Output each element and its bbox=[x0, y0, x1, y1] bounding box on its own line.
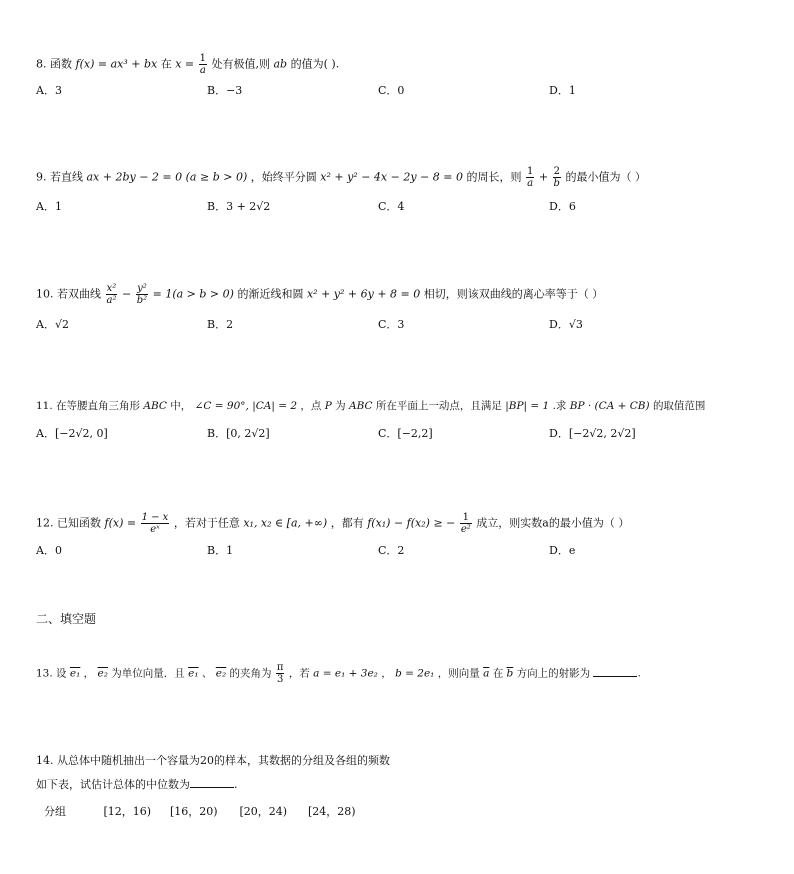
q9-option-d: D．6 bbox=[549, 200, 576, 213]
q8-option-c: C．0 bbox=[378, 84, 405, 97]
fraction-pi-over-3: $\frac{\pi}{3}$ bbox=[276, 662, 284, 685]
fraction-x2-over-a2: $\frac{\text{x²}}{\text{a²}}$ bbox=[106, 283, 117, 306]
q10-option-b: B．2 bbox=[207, 318, 234, 331]
fraction-1-over-e2: $\frac{1}{\text{e²}}$ bbox=[460, 512, 471, 535]
table-cell: 分组 bbox=[44, 805, 66, 818]
q10-option-c: C．3 bbox=[378, 318, 405, 331]
q9-option-b: B．3 + 2√2 bbox=[207, 200, 271, 213]
q8-option-a: A．3 bbox=[36, 84, 62, 97]
fraction-1-minus-x-over-ex: $\frac{1 - x}{\text{eˣ}}$ bbox=[141, 512, 169, 535]
q9-option-c: C．4 bbox=[378, 200, 405, 213]
question-8-stem: 8. 函数 f(x) = ax³ + bx 在 x = $\frac{1}{a}$ 处有极值,则 ab 的值为( ). bbox=[36, 53, 340, 76]
fraction-2-over-b: $\frac{2}{b}$ bbox=[553, 166, 560, 189]
fraction-1-over-a: $\frac{1}{a}$ bbox=[199, 53, 206, 76]
question-12-stem: 12. 已知函数 f(x) = $\frac{1 - x}{\text{eˣ}}$ ，若对于任意 x₁, x₂ ∈ [a, +∞) ，都有 f(x₁) − f(x₂) ≥ − $\frac{1}{\text{e²}}$ 成立，则实数a的最小值为（ ） bbox=[36, 512, 630, 535]
question-10-stem: 10. 若双曲线 $\frac{\text{x²}}{\text{a²}}$ − $\frac{\text{y²}}{\text{b²}}$ = 1(a > b > 0) 的渐近线和圆 x² + y² + 6y + 8 = 0 相切，则该双曲线的离心率等于（ ） bbox=[36, 283, 604, 306]
frequency-table-header bbox=[44, 803, 374, 819]
q10-option-a: A．√2 bbox=[36, 318, 69, 331]
fraction-y2-over-b2: $\frac{\text{y²}}{\text{b²}}$ bbox=[136, 283, 148, 306]
question-13-stem: 13. 设 e₁ ， e₂ 为单位向量．且 e₁ 、 e₂ 的夹角为 $\frac{\pi}{3}$ ，若 a = e₁ + 3e₂ ， b = 2e₁ ，则向量 $\overline{a}$ 在 $\overline{b}$ 方向上的射影为 . bbox=[36, 662, 641, 685]
question-14-line2: 如下表，试估计总体的中位数为 . bbox=[36, 778, 238, 791]
q11-option-d: D．[−2√2, 2√2] bbox=[549, 427, 636, 440]
q9-option-a: A．1 bbox=[36, 200, 62, 213]
table-cell: [16，20) bbox=[170, 805, 218, 818]
question-14-line1: 14. 从总体中随机抽出一个容量为20的样本，其数据的分组及各组的频数 bbox=[36, 754, 390, 767]
q12-option-c: C．2 bbox=[378, 544, 405, 557]
question-11-stem: 11. 在等腰直角三角形 ABC 中， ∠C = 90°, |CA| = 2 ，点 P 为 ABC 所在平面上一动点，且满足 |BP| = 1 .求 BP · (CA + CB) 的取值范围 bbox=[36, 400, 706, 412]
fraction-1-over-a: $\frac{1}{a}$ bbox=[526, 166, 534, 189]
table-cell: [24，28) bbox=[308, 805, 356, 818]
q10-option-d: D．√3 bbox=[549, 318, 583, 331]
q8-option-d: D．1 bbox=[549, 84, 576, 97]
section-heading: 二、填空题 bbox=[36, 612, 97, 626]
question-9-stem: 9. 若直线 ax + 2by − 2 = 0 (a ≥ b > 0) ，始终平分圆 x² + y² − 4x − 2y − 8 = 0 的周长，则 $\frac{1}{a}$ + $\frac{2}{b}$ 的最小值为（ ） bbox=[36, 166, 646, 189]
q12-option-a: A．0 bbox=[36, 544, 62, 557]
q12-option-d: D．e bbox=[549, 544, 576, 557]
q12-option-b: B．1 bbox=[207, 544, 234, 557]
q11-option-b: B．[0, 2√2] bbox=[207, 427, 270, 440]
q11-option-a: A．[−2√2, 0] bbox=[36, 427, 108, 440]
table-cell: [12，16) bbox=[103, 805, 152, 818]
q8-option-b: B．−3 bbox=[207, 84, 243, 97]
q11-option-c: C．[−2,2] bbox=[378, 427, 433, 440]
answer-blank[interactable] bbox=[190, 777, 234, 788]
answer-blank[interactable] bbox=[593, 666, 637, 677]
table-cell: [20，24) bbox=[239, 805, 288, 818]
